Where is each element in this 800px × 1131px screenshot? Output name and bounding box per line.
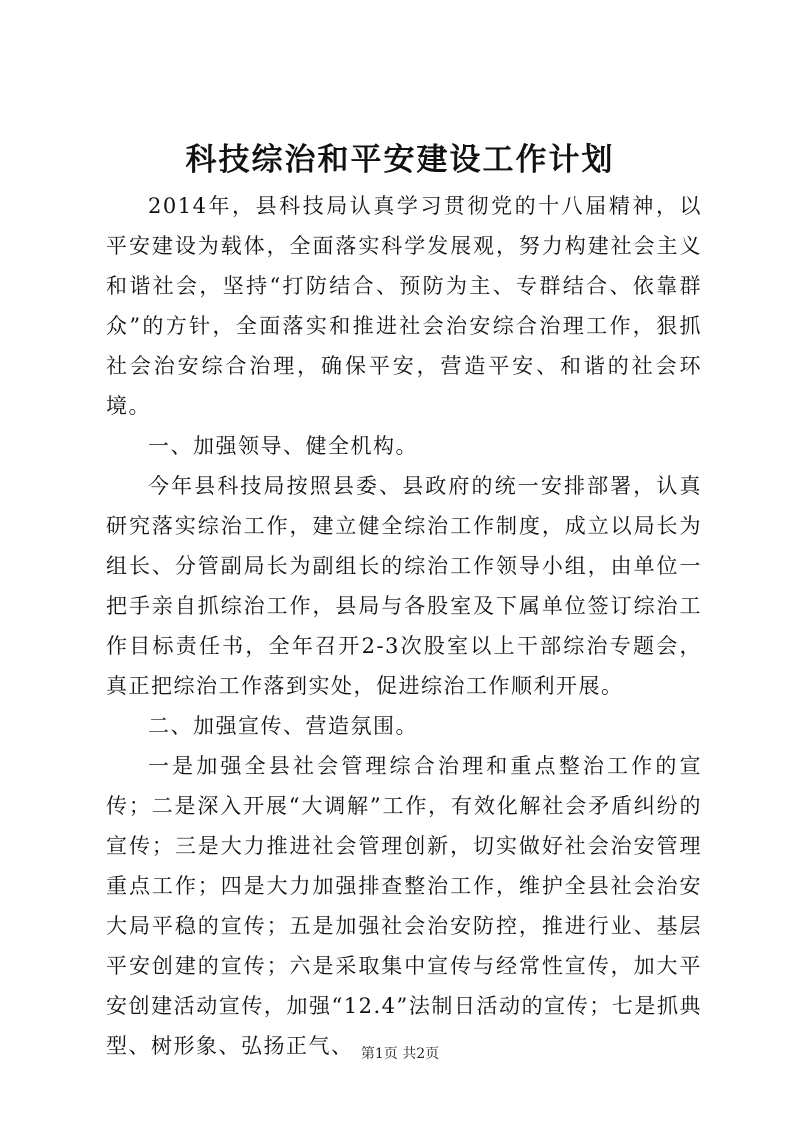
document-body (106, 186, 702, 1066)
paragraph-section-1: 今年县科技局按照县委、县政府的统一安排部署，认真研究落实综治工作，建立健全综治工作制度，成立以局长为组长、分管副局长为副组长的综治工作领导小组，由单位一把手亲自抓综治工作，县局与各股室及下属单位签订综治工作目标责任书，全年召开2-3次股室以上干部综治专题会，真正把综治工作落到实处，促进综治工作顺利开展。 (106, 474, 702, 698)
document-title: 科技综治和平安建设工作计划 (185, 142, 615, 178)
section-heading-2: 二、加强宣传、营造氛围。 (148, 714, 418, 738)
section-heading-1: 一、加强领导、健全机构。 (148, 434, 418, 458)
page-footer: 第1页 共2页 (360, 1046, 440, 1062)
paragraph-section-2: 一是加强全县社会管理综合治理和重点整治工作的宣传；二是深入开展“大调解”工作，有效化解社会矛盾纠纷的宣传；三是大力推进社会管理创新，切实做好社会治安管理重点工作；四是大力加强排查整治工作，维护全县社会治安大局平稳的宣传；五是加强社会治安防控，推进行业、基层平安创建的宣传；六是采取集中宣传与经常性宣传，加大平安创建活动宣传，加强“12.4”法制日活动的宣传；七是抓典型、树形象、弘扬正气、 (106, 754, 702, 1058)
paragraph-intro: 2014年，县科技局认真学习贯彻党的十八届精神，以平安建设为载体，全面落实科学发展观，努力构建社会主义和谐社会，坚持“打防结合、预防为主、专群结合、依靠群众”的方针，全面落实和推进社会治安综合治理工作，狠抓社会治安综合治理，确保平安，营造平安、和谐的社会环境。 (106, 194, 702, 418)
